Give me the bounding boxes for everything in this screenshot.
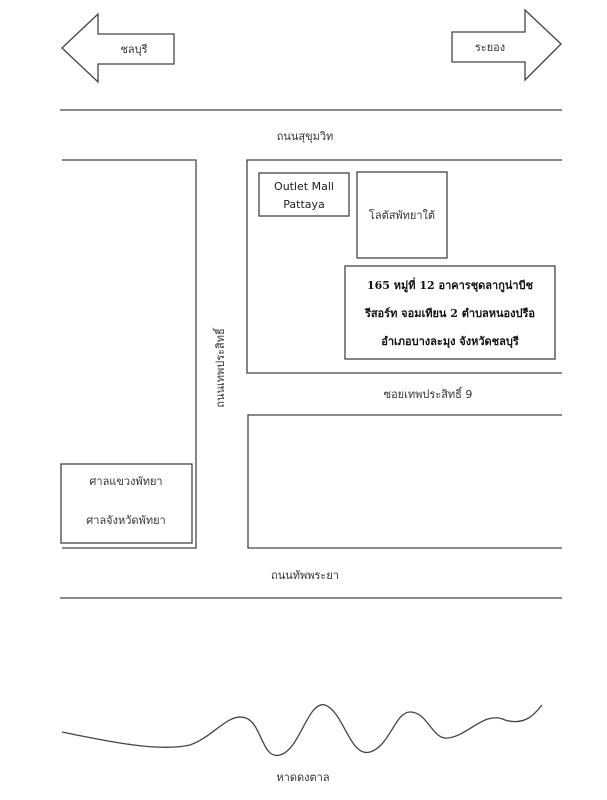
road-label-thappraya: ถนนทัพพระยา	[271, 569, 339, 582]
address-line2: รีสอร์ท จอมเทียน 2 ตำบลหนองปรือ	[364, 307, 536, 320]
address-line3: อำเภอบางละมุง จังหวัดชลบุรี	[381, 335, 519, 348]
label-court-2: ศาลจังหวัดพัทยา	[86, 514, 166, 527]
label-lotus: โลตัสพัทยาใต้	[368, 209, 436, 222]
coastline-wave	[62, 705, 542, 756]
arrow-right-rayong	[452, 10, 561, 80]
label-beach: หาดดงตาล	[276, 771, 330, 784]
label-outlet-mall-line1: Outlet Mall	[274, 180, 334, 193]
road-label-thepprasit: ถนนเทพประสิทธิ์	[214, 328, 227, 408]
arrow-right-label: ระยอง	[474, 41, 506, 54]
label-outlet-mall-line2: Pattaya	[283, 198, 325, 211]
arrow-left-chonburi	[62, 14, 174, 82]
arrow-right-shape	[452, 10, 561, 80]
road-label-sukhumvit: ถนนสุขุมวิท	[276, 130, 334, 143]
label-court-1: ศาลแขวงพัทยา	[89, 475, 163, 488]
arrow-left-label: ชลบุรี	[120, 43, 148, 56]
block-bottom-right	[248, 415, 562, 548]
arrow-left-shape	[62, 14, 174, 82]
road-label-soi-thepprasit-9: ซอยเทพประสิทธิ์ 9	[383, 388, 473, 401]
block-left	[62, 160, 196, 548]
address-line1: 165 หมู่ที่ 12 อาคารชุดลากูน่าบีช	[366, 279, 534, 292]
